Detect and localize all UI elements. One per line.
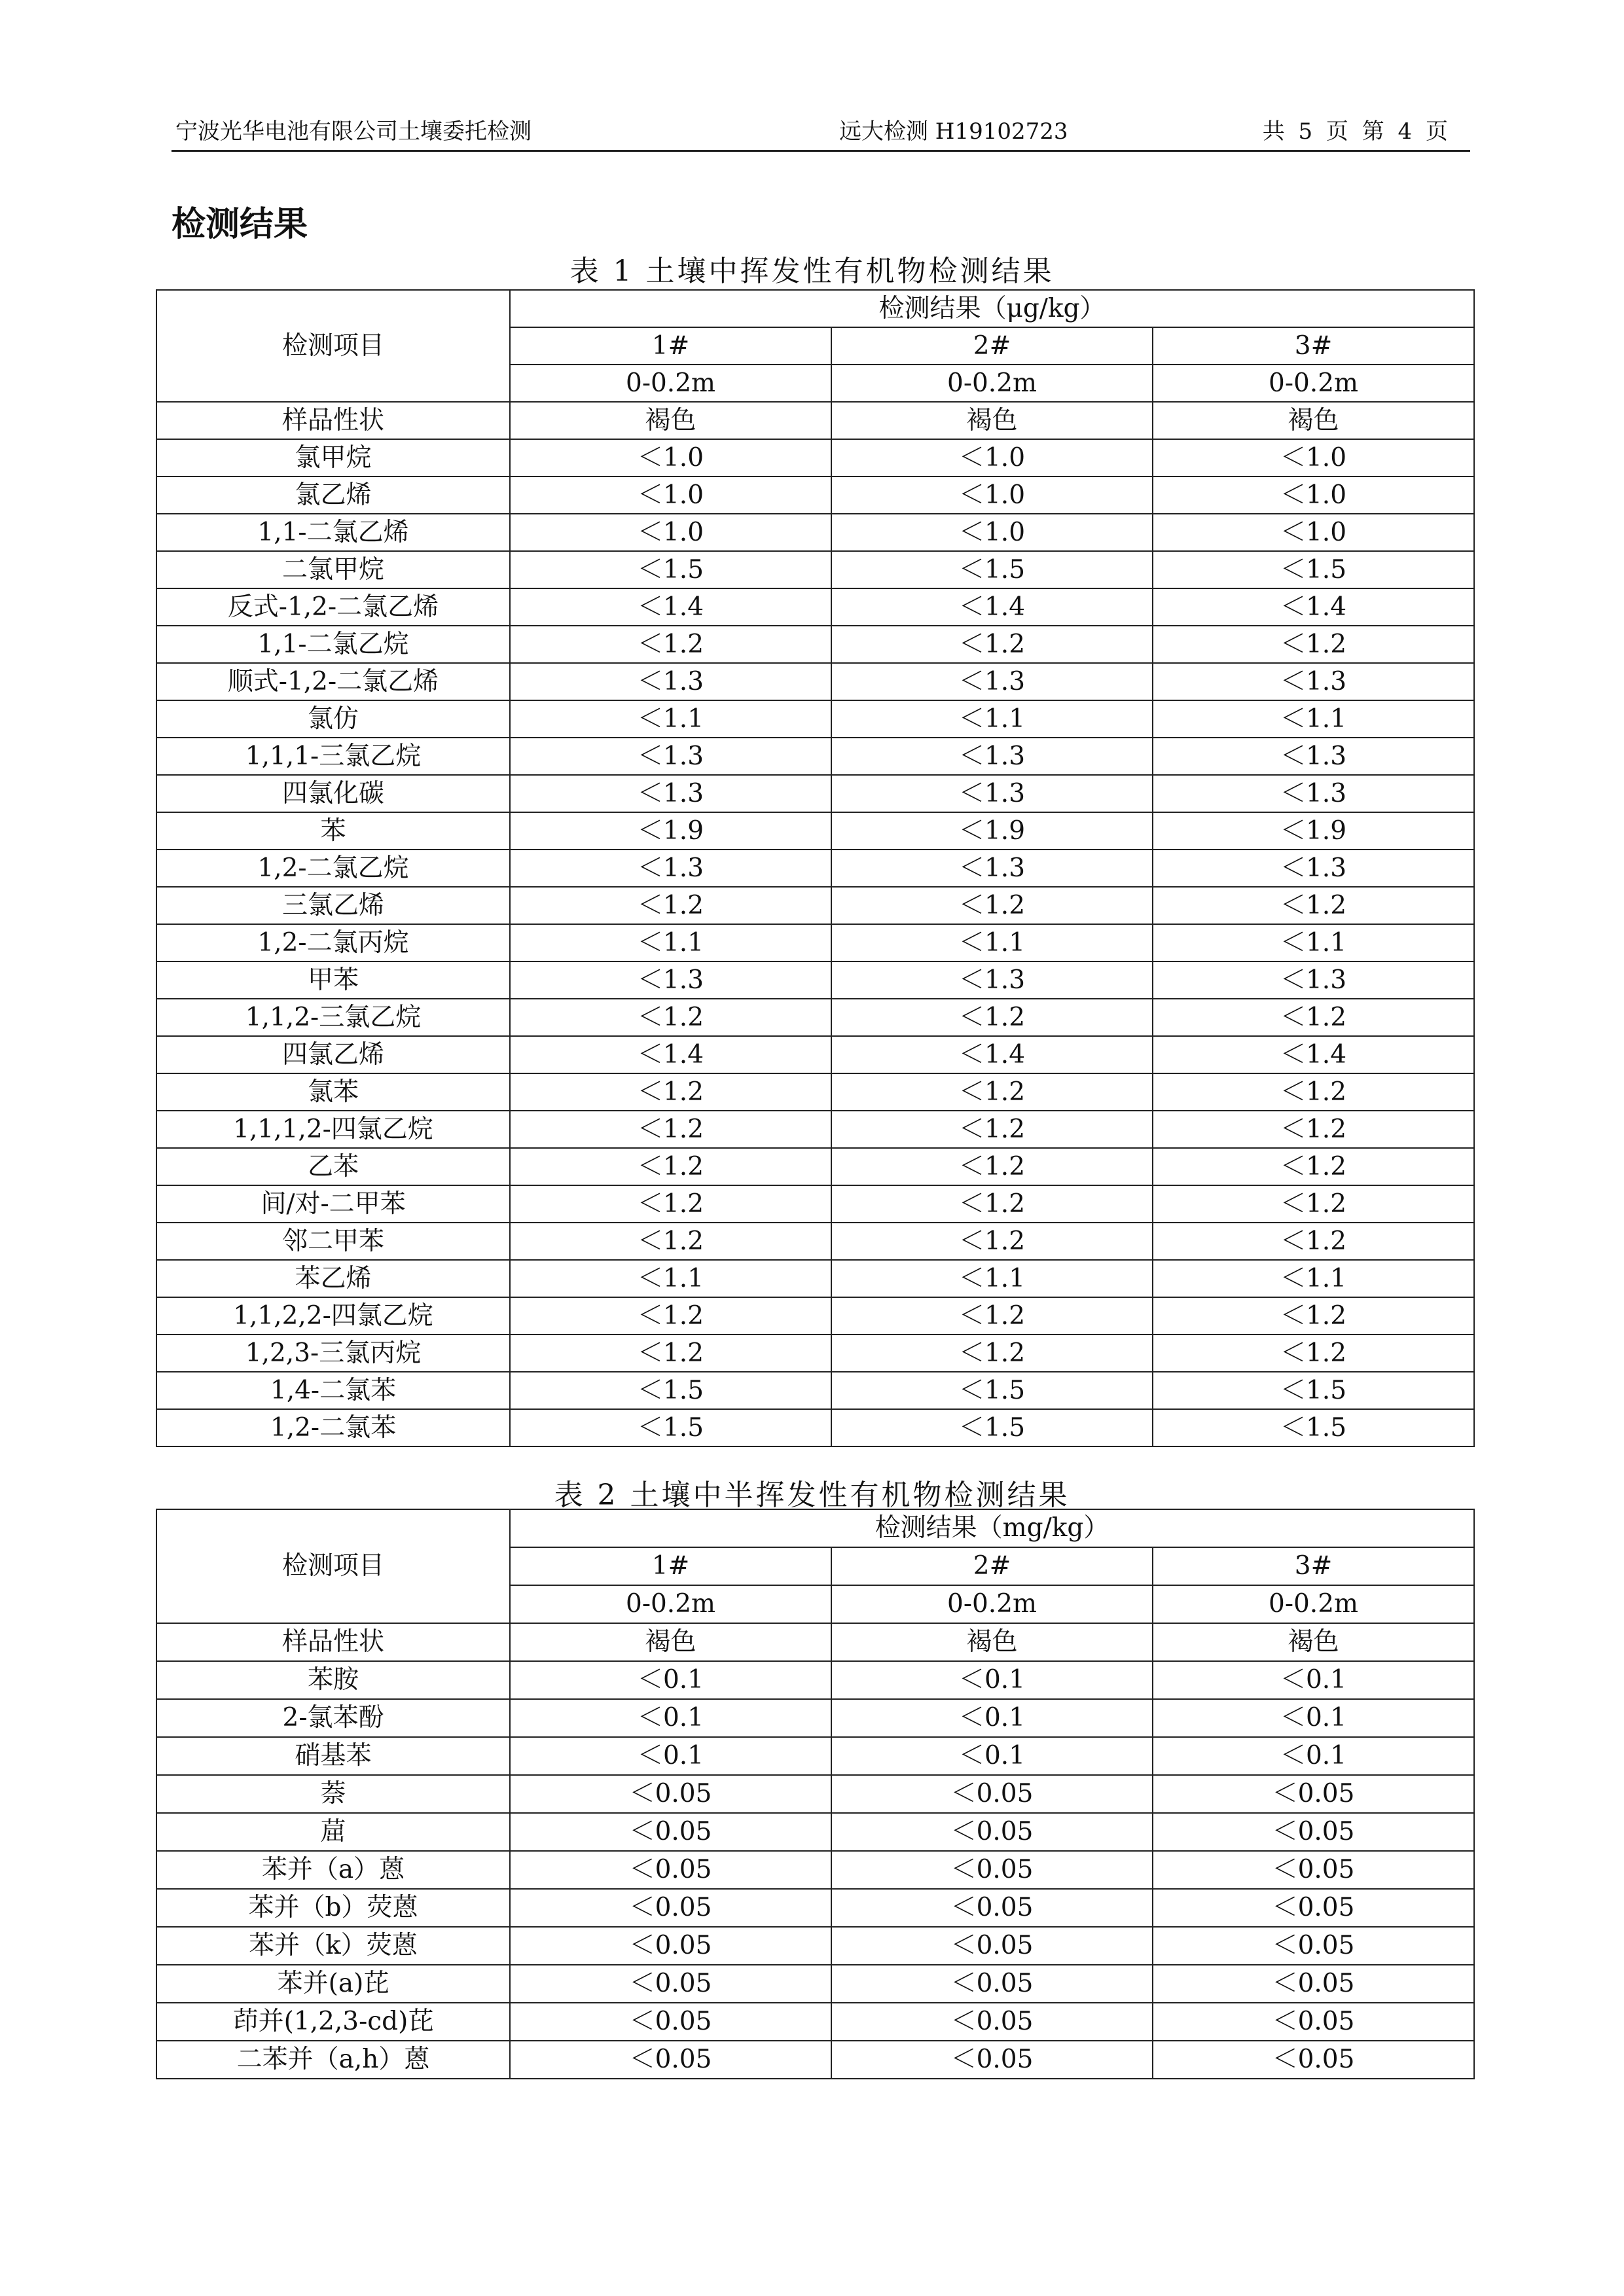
analyte-name: 1,1,2-三氯乙烷 <box>156 999 510 1036</box>
result-value: ＜1.4 <box>1153 588 1474 626</box>
table-row <box>156 775 1474 812</box>
table-row <box>156 1661 1474 1699</box>
result-value: ＜1.0 <box>510 476 831 514</box>
result-value: ＜0.05 <box>510 1889 831 1927</box>
sample-id-header: 2# <box>831 327 1153 365</box>
table-row <box>156 1409 1474 1446</box>
result-value: ＜1.3 <box>510 775 831 812</box>
table-row <box>156 999 1474 1036</box>
result-value: ＜1.0 <box>1153 514 1474 551</box>
result-value: ＜0.1 <box>510 1661 831 1699</box>
result-value: ＜1.1 <box>1153 700 1474 738</box>
analyte-name: 间/对-二甲苯 <box>156 1185 510 1223</box>
analyte-name: 反式-1,2-二氯乙烯 <box>156 588 510 626</box>
result-value: ＜0.1 <box>1153 1699 1474 1737</box>
result-value: ＜0.05 <box>510 1775 831 1813</box>
table-row <box>156 1297 1474 1335</box>
result-value: ＜1.2 <box>510 887 831 924</box>
analyte-name: 1,2,3-三氯丙烷 <box>156 1335 510 1372</box>
result-value: 褐色 <box>831 402 1153 439</box>
table-row <box>156 1148 1474 1185</box>
result-value: ＜0.05 <box>831 1927 1153 1965</box>
table-row <box>156 551 1474 588</box>
result-value: ＜1.2 <box>1153 887 1474 924</box>
sample-id-header: 3# <box>1153 1547 1474 1585</box>
sample-depth-header: 0-0.2m <box>510 365 831 402</box>
sample-depth-header: 0-0.2m <box>510 1585 831 1623</box>
result-value: ＜0.05 <box>1153 1889 1474 1927</box>
result-value: ＜1.4 <box>1153 1036 1474 1073</box>
sample-id-header: 1# <box>510 1547 831 1585</box>
result-value: ＜1.3 <box>510 663 831 700</box>
result-value: ＜0.1 <box>831 1661 1153 1699</box>
analyte-name: 苯胺 <box>156 1661 510 1699</box>
table-row <box>156 1111 1474 1148</box>
result-value: ＜1.4 <box>831 1036 1153 1073</box>
result-value: ＜1.3 <box>510 738 831 775</box>
analyte-name: 顺式-1,2-二氯乙烯 <box>156 663 510 700</box>
result-column-header: 检测结果（μg/kg） <box>510 290 1474 327</box>
result-value: ＜1.2 <box>1153 1073 1474 1111</box>
table-row <box>156 2003 1474 2041</box>
table-row <box>156 1335 1474 1372</box>
analyte-name: 苯并（a）蒽 <box>156 1851 510 1889</box>
result-value: ＜1.2 <box>1153 1335 1474 1372</box>
analyte-name: 1,1,1-三氯乙烷 <box>156 738 510 775</box>
analyte-name: 1,4-二氯苯 <box>156 1372 510 1409</box>
header-page-count: 共 5 页 第 4 页 <box>1262 118 1448 145</box>
result-value: ＜1.2 <box>831 1073 1153 1111</box>
result-value: ＜1.3 <box>831 663 1153 700</box>
analyte-name: 邻二甲苯 <box>156 1223 510 1260</box>
result-value: ＜1.0 <box>831 476 1153 514</box>
result-value: ＜0.05 <box>831 2041 1153 2079</box>
result-value: ＜0.05 <box>510 1851 831 1889</box>
table1-caption: 表 1 土壤中挥发性有机物检测结果 <box>569 255 1055 288</box>
result-value: ＜0.05 <box>831 1775 1153 1813</box>
result-value: ＜1.1 <box>1153 1260 1474 1297</box>
table-row <box>156 1737 1474 1775</box>
result-value: ＜1.3 <box>1153 663 1474 700</box>
table-row <box>156 514 1474 551</box>
item-column-header: 检测项目 <box>156 1509 510 1623</box>
result-value: ＜1.2 <box>1153 1297 1474 1335</box>
result-value: ＜1.5 <box>831 551 1153 588</box>
result-value: ＜1.3 <box>1153 850 1474 887</box>
table-row <box>156 1775 1474 1813</box>
table-header-row <box>156 290 1474 327</box>
table-row <box>156 626 1474 663</box>
table-row <box>156 402 1474 439</box>
table-row <box>156 1813 1474 1851</box>
table-header-row <box>156 1509 1474 1547</box>
table2-caption: 表 2 土壤中半挥发性有机物检测结果 <box>554 1479 1070 1512</box>
result-value: ＜1.3 <box>831 738 1153 775</box>
result-value: ＜1.4 <box>510 1036 831 1073</box>
result-value: ＜1.0 <box>1153 439 1474 476</box>
result-value: ＜1.4 <box>831 588 1153 626</box>
result-value: ＜1.3 <box>831 775 1153 812</box>
analyte-name: 氯甲烷 <box>156 439 510 476</box>
result-value: ＜0.1 <box>510 1737 831 1775</box>
result-value: ＜1.0 <box>510 514 831 551</box>
sample-depth-header: 0-0.2m <box>831 365 1153 402</box>
analyte-name: 四氯化碳 <box>156 775 510 812</box>
result-value: ＜1.0 <box>831 439 1153 476</box>
analyte-name: 氯仿 <box>156 700 510 738</box>
result-value: ＜1.2 <box>1153 1223 1474 1260</box>
result-value: ＜0.05 <box>1153 1813 1474 1851</box>
sample-id-header: 2# <box>831 1547 1153 1585</box>
result-value: ＜1.2 <box>510 1111 831 1148</box>
result-value: ＜1.5 <box>510 1372 831 1409</box>
result-value: ＜1.5 <box>1153 551 1474 588</box>
result-value: ＜1.2 <box>831 1335 1153 1372</box>
result-value: ＜1.2 <box>1153 1111 1474 1148</box>
result-column-header: 检测结果（mg/kg） <box>510 1509 1474 1547</box>
result-value: ＜0.05 <box>1153 1965 1474 2003</box>
analyte-name: 样品性状 <box>156 1623 510 1661</box>
sample-depth-header: 0-0.2m <box>1153 365 1474 402</box>
result-value: ＜1.4 <box>510 588 831 626</box>
analyte-name: 氯苯 <box>156 1073 510 1111</box>
table-row <box>156 887 1474 924</box>
analyte-name: 四氯乙烯 <box>156 1036 510 1073</box>
table-row <box>156 812 1474 850</box>
result-value: ＜0.05 <box>831 1851 1153 1889</box>
result-value: ＜1.1 <box>510 924 831 961</box>
result-value: ＜1.2 <box>831 887 1153 924</box>
analyte-name: 硝基苯 <box>156 1737 510 1775</box>
analyte-name: 1,1-二氯乙烷 <box>156 626 510 663</box>
result-value: ＜1.1 <box>831 1260 1153 1297</box>
table-row <box>156 1073 1474 1111</box>
analyte-name: 1,2-二氯丙烷 <box>156 924 510 961</box>
result-value: ＜0.1 <box>1153 1661 1474 1699</box>
result-value: ＜1.3 <box>831 850 1153 887</box>
result-value: ＜1.1 <box>831 924 1153 961</box>
result-value: ＜1.1 <box>1153 924 1474 961</box>
analyte-name: 苯并（b）荧蒽 <box>156 1889 510 1927</box>
result-value: 褐色 <box>831 1623 1153 1661</box>
result-value: ＜1.3 <box>510 961 831 999</box>
table-row <box>156 2041 1474 2079</box>
volatile-organics-table <box>156 289 1475 1447</box>
analyte-name: 1,1,1,2-四氯乙烷 <box>156 1111 510 1148</box>
table-row <box>156 439 1474 476</box>
analyte-name: 样品性状 <box>156 402 510 439</box>
analyte-name: 茚并(1,2,3-cd)芘 <box>156 2003 510 2041</box>
result-value: ＜1.3 <box>1153 738 1474 775</box>
result-value: ＜1.9 <box>1153 812 1474 850</box>
result-value: ＜1.2 <box>1153 1185 1474 1223</box>
result-value: ＜0.05 <box>1153 2003 1474 2041</box>
result-value: ＜0.05 <box>510 2041 831 2079</box>
analyte-name: 1,2-二氯乙烷 <box>156 850 510 887</box>
result-value: ＜1.2 <box>831 1185 1153 1223</box>
result-value: ＜1.1 <box>510 1260 831 1297</box>
result-value: ＜1.2 <box>831 1297 1153 1335</box>
analyte-name: 苯并（k）荧蒽 <box>156 1927 510 1965</box>
table-row <box>156 588 1474 626</box>
result-value: ＜1.1 <box>510 700 831 738</box>
result-value: ＜0.05 <box>831 1965 1153 2003</box>
result-value: ＜1.2 <box>510 1185 831 1223</box>
table-row <box>156 1889 1474 1927</box>
analyte-name: 苯 <box>156 812 510 850</box>
result-value: ＜1.2 <box>510 1148 831 1185</box>
result-value: ＜1.2 <box>510 626 831 663</box>
analyte-name: 苯乙烯 <box>156 1260 510 1297</box>
result-value: ＜1.2 <box>831 1223 1153 1260</box>
result-value: ＜1.5 <box>510 551 831 588</box>
result-value: 褐色 <box>510 1623 831 1661</box>
header-report-number: 远大检测 H19102723 <box>839 118 1068 145</box>
analyte-name: 䓛 <box>156 1813 510 1851</box>
result-value: ＜0.05 <box>1153 1851 1474 1889</box>
result-value: ＜1.2 <box>831 626 1153 663</box>
table-row <box>156 1851 1474 1889</box>
analyte-name: 乙苯 <box>156 1148 510 1185</box>
header-company: 宁波光华电池有限公司土壤委托检测 <box>175 118 532 145</box>
analyte-name: 二氯甲烷 <box>156 551 510 588</box>
result-value: ＜1.5 <box>510 1409 831 1446</box>
table-row <box>156 850 1474 887</box>
result-value: ＜0.05 <box>831 2003 1153 2041</box>
result-value: ＜1.2 <box>1153 999 1474 1036</box>
result-value: ＜1.2 <box>510 1297 831 1335</box>
table-row <box>156 1623 1474 1661</box>
result-value: ＜0.05 <box>831 1813 1153 1851</box>
table-row <box>156 1185 1474 1223</box>
result-value: ＜1.2 <box>1153 1148 1474 1185</box>
result-value: ＜1.2 <box>1153 626 1474 663</box>
sample-depth-header: 0-0.2m <box>831 1585 1153 1623</box>
analyte-name: 1,2-二氯苯 <box>156 1409 510 1446</box>
result-value: ＜1.5 <box>1153 1409 1474 1446</box>
analyte-name: 1,1-二氯乙烯 <box>156 514 510 551</box>
result-value: ＜1.2 <box>831 1111 1153 1148</box>
result-value: ＜1.2 <box>510 1335 831 1372</box>
analyte-name: 三氯乙烯 <box>156 887 510 924</box>
analyte-name: 萘 <box>156 1775 510 1813</box>
result-value: ＜0.1 <box>831 1737 1153 1775</box>
result-value: ＜0.1 <box>510 1699 831 1737</box>
result-value: ＜0.05 <box>510 1927 831 1965</box>
result-value: 褐色 <box>1153 402 1474 439</box>
table-row <box>156 663 1474 700</box>
result-value: ＜1.2 <box>510 999 831 1036</box>
result-value: ＜1.5 <box>831 1372 1153 1409</box>
analyte-name: 二苯并（a,h）蒽 <box>156 2041 510 2079</box>
result-value: ＜0.1 <box>1153 1737 1474 1775</box>
result-value: ＜1.2 <box>831 1148 1153 1185</box>
result-value: ＜0.05 <box>510 2003 831 2041</box>
result-value: ＜1.2 <box>510 1223 831 1260</box>
sample-id-header: 1# <box>510 327 831 365</box>
result-value: ＜1.3 <box>510 850 831 887</box>
sample-id-header: 3# <box>1153 327 1474 365</box>
result-value: ＜1.2 <box>510 1073 831 1111</box>
table-row <box>156 476 1474 514</box>
sample-depth-header: 0-0.2m <box>1153 1585 1474 1623</box>
result-value: ＜0.05 <box>510 1813 831 1851</box>
result-value: ＜1.3 <box>1153 961 1474 999</box>
result-value: ＜1.5 <box>831 1409 1153 1446</box>
analyte-name: 苯并(a)芘 <box>156 1965 510 2003</box>
table-row <box>156 924 1474 961</box>
result-value: ＜1.5 <box>1153 1372 1474 1409</box>
result-value: ＜1.1 <box>831 700 1153 738</box>
analyte-name: 甲苯 <box>156 961 510 999</box>
result-value: ＜1.0 <box>1153 476 1474 514</box>
analyte-name: 2-氯苯酚 <box>156 1699 510 1737</box>
analyte-name: 氯乙烯 <box>156 476 510 514</box>
item-column-header: 检测项目 <box>156 290 510 402</box>
result-value: ＜1.2 <box>831 999 1153 1036</box>
analyte-name: 1,1,2,2-四氯乙烷 <box>156 1297 510 1335</box>
table-row <box>156 1372 1474 1409</box>
table-row <box>156 700 1474 738</box>
result-value: ＜1.0 <box>510 439 831 476</box>
result-value: ＜0.05 <box>1153 1927 1474 1965</box>
table-row <box>156 1036 1474 1073</box>
table-row <box>156 1699 1474 1737</box>
result-value: 褐色 <box>510 402 831 439</box>
result-value: ＜1.3 <box>831 961 1153 999</box>
semivolatile-organics-table <box>156 1509 1475 2079</box>
result-value: 褐色 <box>1153 1623 1474 1661</box>
result-value: ＜0.05 <box>1153 1775 1474 1813</box>
table-row <box>156 1965 1474 2003</box>
section-title: 检测结果 <box>171 204 308 244</box>
result-value: ＜0.05 <box>510 1965 831 2003</box>
result-value: ＜1.9 <box>831 812 1153 850</box>
result-value: ＜1.0 <box>831 514 1153 551</box>
table-row <box>156 738 1474 775</box>
table-row <box>156 1927 1474 1965</box>
result-value: ＜0.1 <box>831 1699 1153 1737</box>
table-row <box>156 961 1474 999</box>
result-value: ＜1.9 <box>510 812 831 850</box>
result-value: ＜0.05 <box>1153 2041 1474 2079</box>
result-value: ＜1.3 <box>1153 775 1474 812</box>
page-header <box>171 111 1470 152</box>
table-row <box>156 1260 1474 1297</box>
result-value: ＜0.05 <box>831 1889 1153 1927</box>
table-row <box>156 1223 1474 1260</box>
